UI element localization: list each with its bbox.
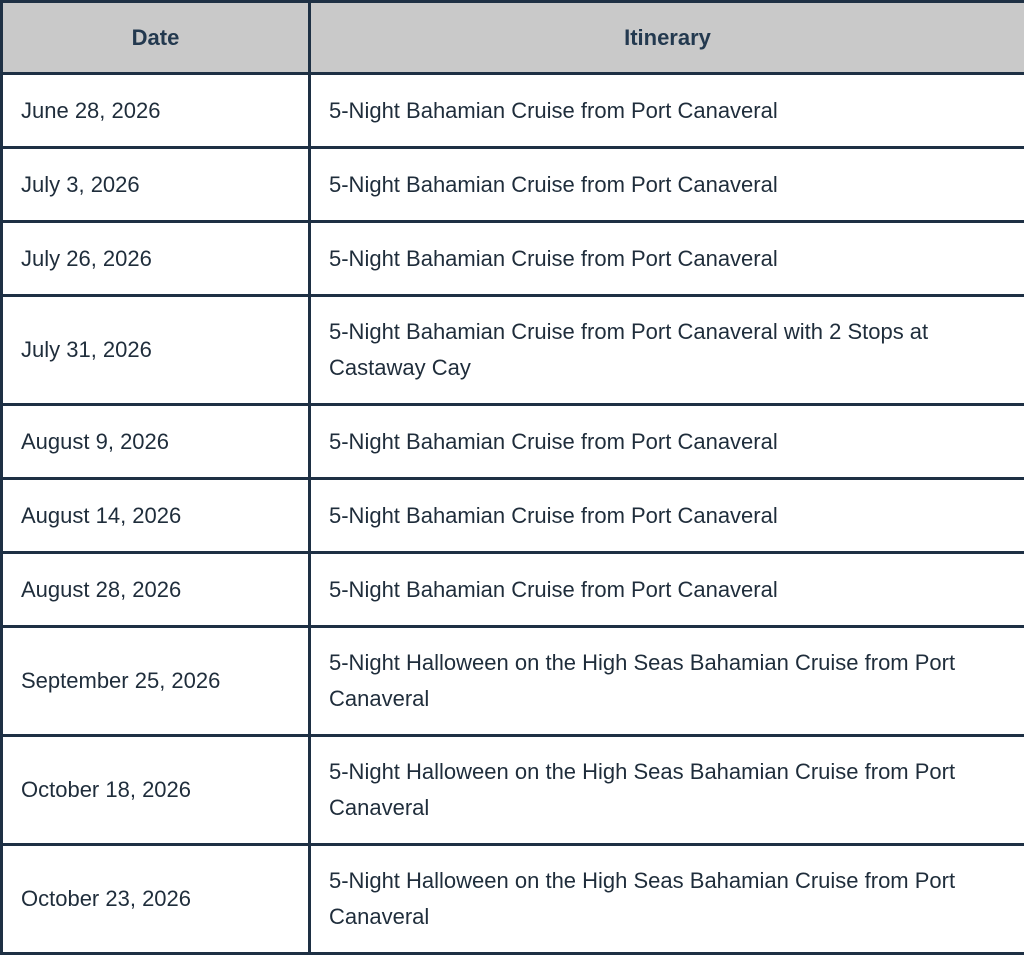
table-row xyxy=(2,296,1024,405)
itinerary-cell: 5-Night Bahamian Cruise from Port Canaveral xyxy=(310,222,1024,296)
date-column-header: Date xyxy=(2,2,310,74)
date-cell: July 26, 2026 xyxy=(2,222,310,296)
table-row xyxy=(2,222,1024,296)
itinerary-cell: 5-Night Bahamian Cruise from Port Canaveral xyxy=(310,148,1024,222)
date-cell: August 28, 2026 xyxy=(2,553,310,627)
itinerary-cell: 5-Night Bahamian Cruise from Port Canaveral xyxy=(310,74,1024,148)
itinerary-cell: 5-Night Bahamian Cruise from Port Canaveral with 2 Stops at Castaway Cay xyxy=(310,296,1024,405)
itinerary-column-header: Itinerary xyxy=(310,2,1024,74)
table-row xyxy=(2,405,1024,479)
itinerary-cell: 5-Night Halloween on the High Seas Bahamian Cruise from Port Canaveral xyxy=(310,736,1024,845)
date-cell: July 31, 2026 xyxy=(2,296,310,405)
itinerary-cell: 5-Night Halloween on the High Seas Bahamian Cruise from Port Canaveral xyxy=(310,845,1024,954)
table-row xyxy=(2,74,1024,148)
itinerary-cell: 5-Night Bahamian Cruise from Port Canaveral xyxy=(310,553,1024,627)
header-row xyxy=(2,2,1024,74)
table-header xyxy=(2,2,1024,74)
date-cell: September 25, 2026 xyxy=(2,627,310,736)
date-cell: August 9, 2026 xyxy=(2,405,310,479)
table-row xyxy=(2,148,1024,222)
date-cell: August 14, 2026 xyxy=(2,479,310,553)
date-cell: October 23, 2026 xyxy=(2,845,310,954)
date-cell: October 18, 2026 xyxy=(2,736,310,845)
table-row xyxy=(2,479,1024,553)
table-row xyxy=(2,845,1024,954)
table-body xyxy=(2,74,1024,954)
table-row xyxy=(2,553,1024,627)
itinerary-cell: 5-Night Bahamian Cruise from Port Canaveral xyxy=(310,479,1024,553)
table-row xyxy=(2,736,1024,845)
table-row xyxy=(2,627,1024,736)
date-cell: July 3, 2026 xyxy=(2,148,310,222)
itinerary-cell: 5-Night Bahamian Cruise from Port Canaveral xyxy=(310,405,1024,479)
itinerary-cell: 5-Night Halloween on the High Seas Bahamian Cruise from Port Canaveral xyxy=(310,627,1024,736)
date-cell: June 28, 2026 xyxy=(2,74,310,148)
